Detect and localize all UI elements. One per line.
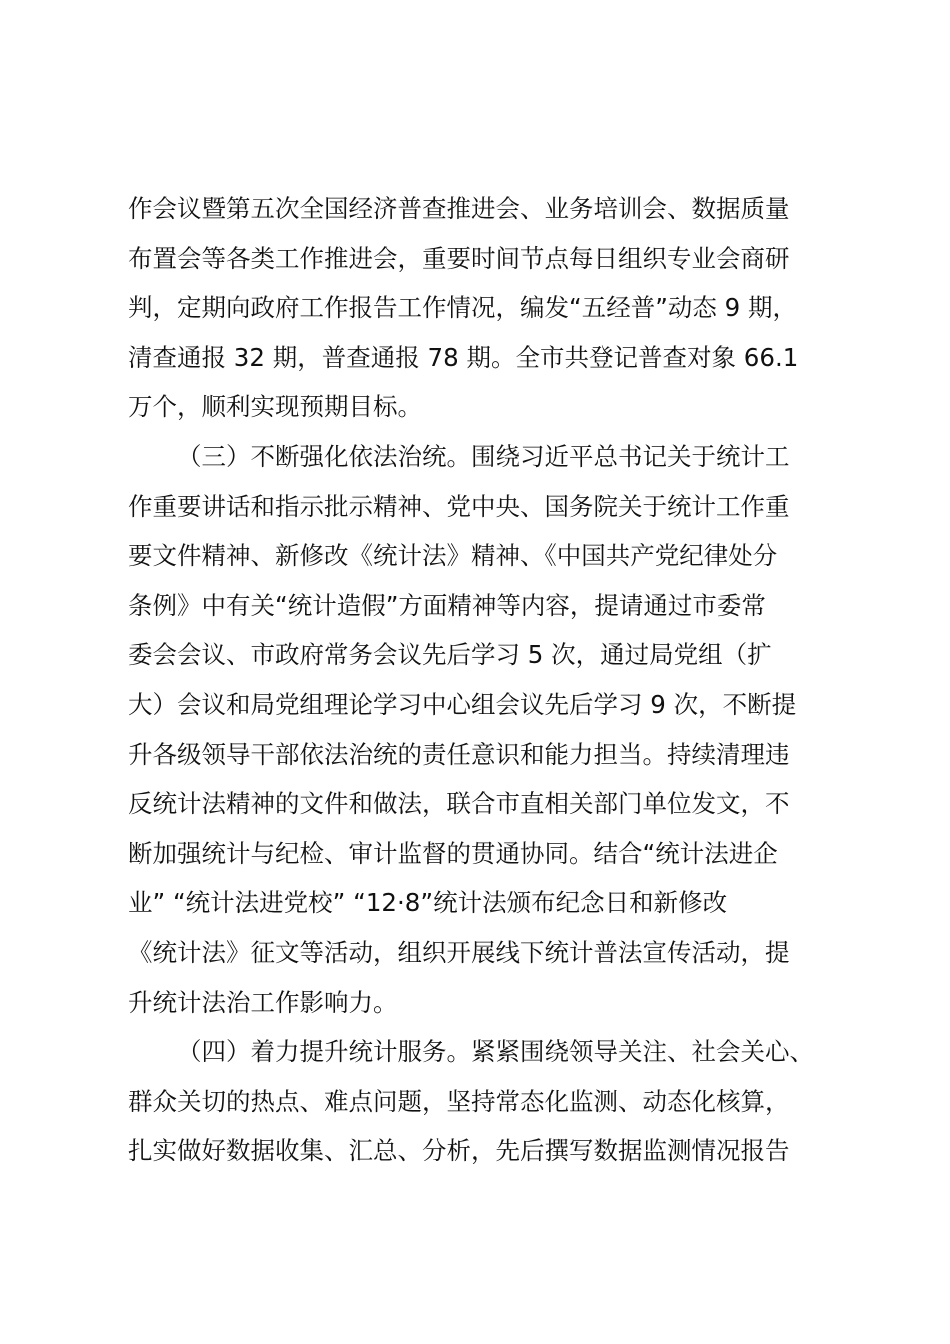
text-line: 委会会议、市政府常务会议先后学习 5 次，通过局党组（扩 [128,640,772,670]
text-line: 升各级领导干部依法治统的责任意识和能力担当。持续清理违 [128,739,790,769]
text-line: 作会议暨第五次全国经济普查推进会、业务培训会、数据质量 [128,194,790,223]
text-line: 《统计法》征文等活动，组织开展线下统计普法宣传活动，提 [128,937,790,967]
text-line: 布置会等各类工作推进会，重要时间节点每日组织专业会商研 [128,243,790,273]
text-line: 群众关切的热点、难点问题，坚持常态化监测、动态化核算， [128,1086,790,1116]
text-line: 业” “统计法进党校” “12·8”统计法颁布纪念日和新修改 [128,888,728,918]
text-line: 万个，顺利实现预期目标。 [128,392,422,422]
text-line: 断加强统计与纪检、审计监督的贯通协同。结合“统计法进企 [128,838,778,868]
text-line: 大）会议和局党组理论学习中心组会议先后学习 9 次，不断提 [128,689,797,719]
section-heading-line: （四）着力提升统计服务。紧紧围绕领导关注、社会关心、 [177,1037,814,1067]
text-line: 清查通报 32 期，普查通报 78 期。全市共登记普查对象 66.1 [128,342,799,372]
document-body [128,184,858,1176]
text-line: 反统计法精神的文件和做法，联合市直相关部门单位发文，不 [128,789,790,819]
text-line: 条例》中有关“统计造假”方面精神等内容，提请通过市委常 [128,590,766,620]
text-line: 升统计法治工作影响力。 [128,987,398,1017]
text-line: 扎实做好数据收集、汇总、分析，先后撰写数据监测情况报告 [128,1136,790,1166]
section-heading-line: （三）不断强化依法治统。围绕习近平总书记关于统计工 [177,441,790,471]
text-line: 判，定期向政府工作报告工作情况，编发“五经普”动态 9 期， [128,293,798,323]
text-line: 作重要讲话和指示批示精神、党中央、国务院关于统计工作重 [128,491,790,521]
text-line: 要文件精神、新修改《统计法》精神、《中国共产党纪律处分 [128,541,778,571]
